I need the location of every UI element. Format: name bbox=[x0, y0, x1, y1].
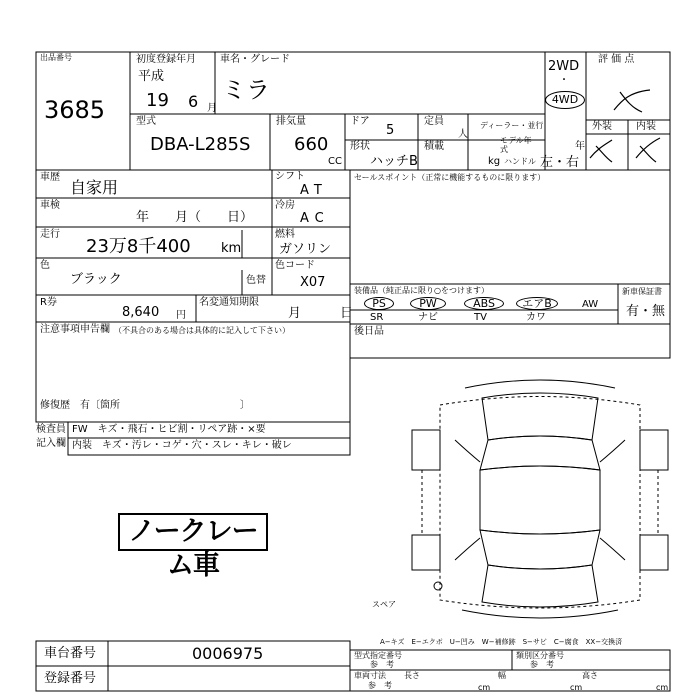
width-unit: cm bbox=[570, 683, 583, 692]
ac-label: 冷房 bbox=[275, 200, 295, 211]
equipment-leather: カワ bbox=[526, 312, 546, 323]
kg-unit: kg bbox=[488, 156, 501, 167]
equipment-abs bbox=[464, 297, 504, 310]
inspection-value: 年 月（ 日） bbox=[136, 210, 254, 225]
km-unit: km bbox=[221, 241, 242, 256]
width-label: 幅 bbox=[498, 671, 506, 680]
first-reg-label: 初度登録年月 bbox=[136, 54, 196, 65]
length-label: 長さ bbox=[404, 671, 420, 680]
person-unit: 人 bbox=[458, 129, 468, 140]
reg-year: 19 bbox=[146, 90, 169, 111]
recycle-amount: 8,640 bbox=[122, 305, 160, 320]
doors-count: 5 bbox=[386, 123, 395, 138]
sales-point-label: セールスポイント（正常に機能するものに限ります） bbox=[354, 173, 546, 182]
name-change-label: 名変通知期限 bbox=[199, 297, 259, 308]
cc-unit: CC bbox=[328, 156, 342, 167]
name-grade-label: 車名・グレード bbox=[220, 54, 290, 65]
handle-value: 左・右 bbox=[540, 155, 580, 170]
mileage-label: 走行 bbox=[40, 229, 60, 240]
reg-month: 6 bbox=[188, 92, 199, 111]
year-unit: 年 bbox=[575, 141, 585, 152]
color-code-value: X07 bbox=[300, 275, 326, 290]
category-label: 類別区分番号 bbox=[516, 651, 564, 660]
history-label: 車歴 bbox=[40, 172, 60, 183]
exterior-label: 外装 bbox=[592, 121, 612, 132]
shift-label: シフト bbox=[275, 171, 305, 182]
repaint-label: 色替 bbox=[246, 275, 266, 286]
doors-label: ドア bbox=[350, 116, 370, 127]
rating-label: 評 価 点 bbox=[598, 54, 635, 65]
vehicle-dims-label: 車両寸法 bbox=[354, 671, 386, 680]
equipment-tv: TV bbox=[474, 312, 487, 323]
car-name: ミラ bbox=[222, 76, 270, 104]
category-ref: 参 考 bbox=[530, 660, 554, 669]
model-label: 型式 bbox=[136, 116, 156, 127]
warranty-value: 有・無 bbox=[626, 304, 666, 319]
caution-label: 注意事項申告欄 bbox=[40, 324, 110, 335]
color-code-label: 色コード bbox=[275, 260, 315, 271]
height-label: 高さ bbox=[582, 671, 598, 680]
equipment-airbag bbox=[516, 297, 558, 310]
drive-4wd-oval bbox=[545, 91, 585, 109]
equipment-pw bbox=[410, 297, 446, 310]
spare-label: スペア bbox=[372, 600, 396, 609]
displacement-label: 排気量 bbox=[276, 116, 306, 127]
name-change-date: 月 日 bbox=[288, 306, 354, 321]
inspection-label: 車検 bbox=[40, 200, 60, 211]
inspector-label-1: 検査員 bbox=[36, 424, 66, 435]
height-unit: cm bbox=[656, 683, 669, 692]
vehicle-dims-ref: 参 考 bbox=[368, 681, 392, 690]
equipment-ps bbox=[364, 297, 394, 310]
equipment-navi: ナビ bbox=[418, 312, 438, 323]
lot-number: 3685 bbox=[44, 96, 106, 124]
shape-label: 形状 bbox=[350, 141, 370, 152]
drive-4wd: 4WD bbox=[551, 93, 579, 106]
equipment-aw: AW bbox=[582, 299, 599, 310]
fuel-value: ガソリン bbox=[279, 242, 332, 257]
recycle-label: R券 bbox=[40, 297, 57, 308]
length-unit: cm bbox=[478, 683, 491, 692]
fuel-label: 燃料 bbox=[275, 229, 295, 240]
warranty-label: 新車保証書 bbox=[622, 287, 662, 296]
handle-label: ハンドル bbox=[504, 157, 536, 166]
shift-value: AT bbox=[300, 183, 328, 198]
equipment-label: 装備品（純正品に限り○をつけます） bbox=[354, 286, 489, 295]
repair-history: 修復歴 有〔箇所 〕 bbox=[40, 400, 250, 411]
no-claim-stamp: ノークレーム車 bbox=[118, 513, 268, 551]
load-label: 積載 bbox=[424, 141, 444, 152]
body-shape: ハッチB bbox=[370, 154, 418, 169]
color-value: ブラック bbox=[70, 272, 122, 287]
displacement: 660 bbox=[294, 134, 329, 155]
type-designation-label: 型式指定番号 bbox=[354, 651, 402, 660]
model-year-label: モデル年式 bbox=[500, 136, 532, 154]
delivery-label: 後日品 bbox=[354, 326, 384, 337]
month-unit: 月 bbox=[207, 103, 217, 114]
registration-label: 登録番号 bbox=[44, 671, 97, 686]
drive-separator: ・ bbox=[559, 75, 569, 86]
inspector-label-2: 記入欄 bbox=[36, 438, 66, 449]
caution-sub: （不具合のある場合は具体的に記入して下さい） bbox=[114, 326, 290, 335]
capacity-label: 定員 bbox=[424, 116, 444, 127]
equipment-ps-label: PS bbox=[372, 297, 386, 310]
equipment-sr: SR bbox=[370, 312, 384, 323]
color-label: 色 bbox=[40, 260, 50, 271]
chassis-number: 0006975 bbox=[192, 644, 264, 663]
era-label: 平成 bbox=[138, 69, 165, 84]
dealer-label: ディーラー・並行 bbox=[480, 121, 544, 130]
damage-legend: A−キズ E−エクボ U−凹み W−補修跡 S−サビ C−腐食 XX−交換済 bbox=[380, 638, 623, 646]
equipment-pw-label: PW bbox=[419, 297, 437, 310]
history-value: 自家用 bbox=[70, 178, 119, 197]
interior-label: 内装 bbox=[636, 121, 656, 132]
inspector-row-fw: FW キズ・飛石・ヒビ割・リペア跡・×要 bbox=[72, 424, 266, 435]
lot-label: 出品番号 bbox=[40, 53, 72, 62]
ac-value: AC bbox=[300, 211, 330, 226]
inspector-row-interior: 内装 キズ・汚レ・コゲ・穴・スレ・キレ・破レ bbox=[72, 440, 292, 451]
type-designation-ref: 参 考 bbox=[370, 660, 394, 669]
model-code: DBA-L285S bbox=[150, 134, 251, 155]
car-diagram bbox=[412, 380, 668, 618]
mileage-value: 23万8千400 bbox=[86, 236, 191, 257]
equipment-airbag-label: エアB bbox=[522, 297, 552, 310]
chassis-label: 車台番号 bbox=[44, 646, 97, 661]
yen-unit: 円 bbox=[176, 310, 186, 321]
drive-2wd: 2WD bbox=[548, 59, 580, 74]
equipment-abs-label: ABS bbox=[473, 297, 495, 310]
